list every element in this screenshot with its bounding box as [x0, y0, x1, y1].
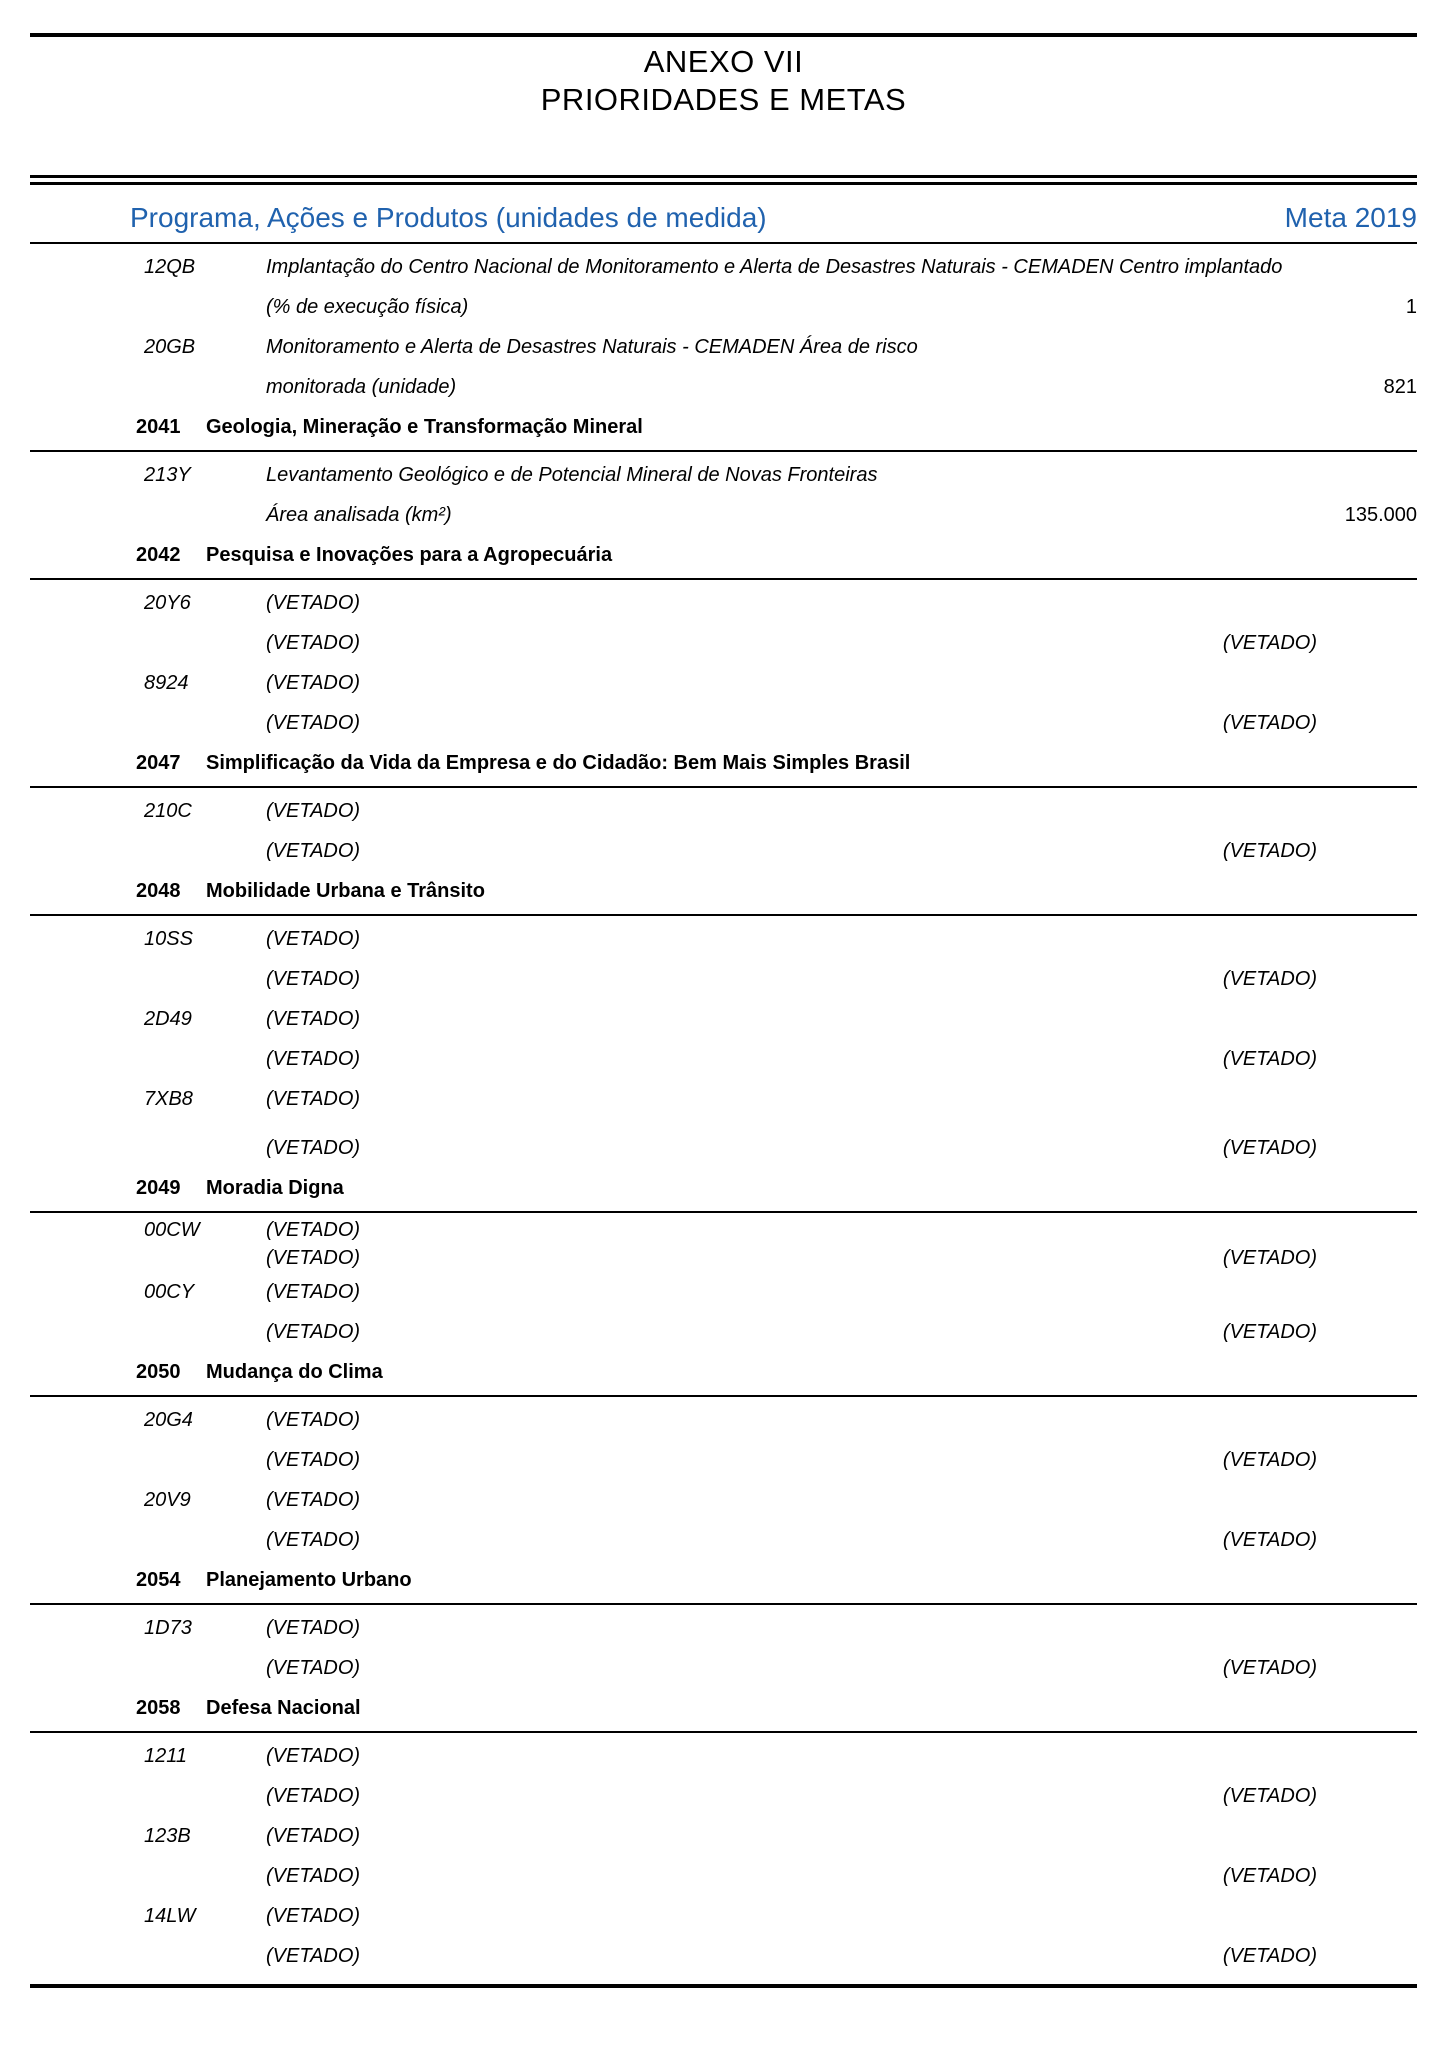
action-description: (VETADO): [266, 1409, 361, 1431]
action-line-1: [30, 1400, 1417, 1440]
action-row: [30, 327, 1417, 407]
program-title: Planejamento Urbano: [206, 1569, 412, 1591]
action-description: (VETADO): [266, 1281, 361, 1303]
action-product: (VETADO): [266, 1785, 361, 1807]
page-subtitle: PRIORIDADES E METAS: [540, 82, 907, 117]
program-title: Defesa Nacional: [206, 1697, 361, 1719]
bottom-rule: [30, 1984, 1417, 1988]
action-row: [30, 1816, 1417, 1896]
action-row: [30, 999, 1417, 1079]
action-line-1: [30, 1216, 1417, 1244]
action-description: (VETADO): [266, 1008, 361, 1030]
action-line-1: [30, 1079, 1417, 1119]
program-row: [30, 1168, 1417, 1208]
program-code: 2049: [136, 1177, 181, 1199]
action-line-1: [30, 1736, 1417, 1776]
meta-value: (VETADO): [1222, 1449, 1317, 1471]
action-line-1: [30, 1608, 1417, 1648]
action-code: 20GB: [144, 336, 196, 358]
action-row: [30, 1736, 1417, 1816]
action-line-2: [30, 1520, 1417, 1560]
action-product: (VETADO): [266, 712, 361, 734]
section-divider: [30, 1395, 1417, 1397]
action-line-1: [30, 455, 1417, 495]
action-code: 8924: [144, 672, 189, 694]
section-divider: [30, 450, 1417, 452]
section-divider: [30, 1603, 1417, 1605]
action-code: 7XB8: [144, 1088, 193, 1110]
action-description: (VETADO): [266, 1825, 361, 1847]
action-code: 210C: [144, 800, 192, 822]
action-code: 2D49: [144, 1008, 192, 1030]
action-row: [30, 1608, 1417, 1688]
code-column-spacer: [30, 287, 266, 327]
meta-value: (VETADO): [1222, 1321, 1317, 1343]
action-line-2: [30, 1128, 1417, 1168]
action-row: [30, 1896, 1417, 1976]
action-row: [30, 1216, 1417, 1272]
meta-value: (VETADO): [1222, 968, 1317, 990]
action-line-1: [30, 327, 1417, 367]
action-code: 20V9: [144, 1489, 191, 1511]
action-code: 1D73: [144, 1617, 192, 1639]
meta-value: (VETADO): [1222, 1865, 1317, 1887]
table-header: [30, 197, 1417, 239]
action-line-1: [30, 663, 1417, 703]
action-description: (VETADO): [266, 1617, 361, 1639]
action-line-2: [30, 623, 1417, 663]
action-code: 20Y6: [144, 592, 191, 614]
meta-value: (VETADO): [1222, 1945, 1317, 1967]
action-description: (VETADO): [266, 1489, 361, 1511]
action-product: (VETADO): [266, 1945, 361, 1967]
action-row: [30, 455, 1417, 535]
program-row: [30, 743, 1417, 783]
action-line-2: [30, 495, 1417, 535]
code-column-spacer: [30, 1856, 266, 1896]
action-code: 00CY: [144, 1281, 195, 1303]
action-code: 10SS: [144, 928, 193, 950]
header-divider: [30, 242, 1417, 244]
program-row: [30, 1352, 1417, 1392]
program-row: [30, 1688, 1417, 1728]
code-column-spacer: [30, 1312, 266, 1352]
action-product: (VETADO): [266, 632, 361, 654]
action-line-2: [30, 831, 1417, 871]
action-line-1: [30, 247, 1417, 287]
meta-value: (VETADO): [1222, 1657, 1317, 1679]
action-line-2: [30, 367, 1417, 407]
action-description: (VETADO): [266, 592, 361, 614]
action-description: Levantamento Geológico e de Potencial Mineral de Novas Fronteiras: [266, 464, 878, 486]
action-code: 1211: [144, 1745, 188, 1767]
title-block: [30, 43, 1417, 119]
action-code: 213Y: [144, 464, 191, 486]
table-header-right: Meta 2019: [1284, 202, 1417, 233]
action-description: (VETADO): [266, 672, 361, 694]
action-product: (VETADO): [266, 1865, 361, 1887]
code-column-spacer: [30, 1648, 266, 1688]
program-title: Mudança do Clima: [206, 1361, 383, 1383]
action-line-1: [30, 1480, 1417, 1520]
action-line-2: [30, 1312, 1417, 1352]
action-product: (VETADO): [266, 1449, 361, 1471]
meta-value: (VETADO): [1222, 1048, 1317, 1070]
program-code: 2048: [136, 880, 181, 902]
code-column-spacer: [30, 1936, 266, 1976]
action-row: [30, 247, 1417, 327]
action-product: Área analisada (km²): [266, 504, 452, 526]
action-line-2: [30, 1776, 1417, 1816]
action-code: 12QB: [144, 256, 196, 278]
code-column-spacer: [30, 1776, 266, 1816]
action-line-1: [30, 1816, 1417, 1856]
action-product: (VETADO): [266, 1137, 361, 1159]
meta-value: (VETADO): [1222, 840, 1317, 862]
meta-value: (VETADO): [1222, 1785, 1317, 1807]
program-code: 2050: [136, 1361, 181, 1383]
action-row: [30, 583, 1417, 663]
action-description: (VETADO): [266, 1219, 361, 1241]
action-code: 20G4: [144, 1409, 193, 1431]
code-column-spacer: [30, 367, 266, 407]
action-row: [30, 1400, 1417, 1480]
action-product: (VETADO): [266, 968, 361, 990]
action-line-1: [30, 583, 1417, 623]
document-page: [0, 33, 1448, 1988]
action-description: Implantação do Centro Nacional de Monitoramento e Alerta de Desastres Naturais - CEMADEN Centro implantado: [266, 256, 1283, 278]
action-product: (VETADO): [266, 1657, 361, 1679]
action-product: (VETADO): [266, 1048, 361, 1070]
action-description: (VETADO): [266, 800, 361, 822]
action-row: [30, 791, 1417, 871]
program-row: [30, 407, 1417, 447]
action-description: Monitoramento e Alerta de Desastres Naturais - CEMADEN Área de risco: [266, 336, 918, 358]
top-rule: [30, 33, 1417, 37]
code-column-spacer: [30, 1128, 266, 1168]
section-divider: [30, 786, 1417, 788]
code-column-spacer: [30, 959, 266, 999]
action-line-2: [30, 1648, 1417, 1688]
action-line-2: [30, 1936, 1417, 1976]
action-row: [30, 663, 1417, 743]
action-line-1: [30, 999, 1417, 1039]
program-title: Simplificação da Vida da Empresa e do Cidadão: Bem Mais Simples Brasil: [206, 752, 911, 774]
action-description: (VETADO): [266, 928, 361, 950]
program-row: [30, 535, 1417, 575]
meta-value: 821: [1383, 376, 1417, 398]
program-title: Moradia Digna: [206, 1177, 344, 1199]
action-code: 123B: [144, 1825, 191, 1847]
code-column-spacer: [30, 1039, 266, 1079]
action-line-1: [30, 1272, 1417, 1312]
program-row: [30, 871, 1417, 911]
action-product: (VETADO): [266, 1529, 361, 1551]
meta-value: 1: [1405, 296, 1417, 318]
program-title: Geologia, Mineração e Transformação Mineral: [206, 416, 643, 438]
section-divider: [30, 1211, 1417, 1213]
action-product: (% de execução física): [266, 296, 469, 318]
action-description: (VETADO): [266, 1905, 361, 1927]
section-divider: [30, 914, 1417, 916]
code-column-spacer: [30, 1440, 266, 1480]
code-column-spacer: [30, 1244, 266, 1272]
action-description: (VETADO): [266, 1088, 361, 1110]
action-row: [30, 1480, 1417, 1560]
meta-value: (VETADO): [1222, 632, 1317, 654]
action-line-2: [30, 959, 1417, 999]
page-title: ANEXO VII: [643, 44, 804, 79]
action-line-2: [30, 1039, 1417, 1079]
action-product: (VETADO): [266, 1247, 361, 1269]
action-line-1: [30, 919, 1417, 959]
action-code: 00CW: [144, 1219, 200, 1241]
program-title: Mobilidade Urbana e Trânsito: [206, 880, 485, 902]
action-line-2: [30, 1856, 1417, 1896]
double-rule: [30, 175, 1417, 185]
meta-value: 135.000: [1344, 504, 1417, 526]
code-column-spacer: [30, 495, 266, 535]
program-title: Pesquisa e Inovações para a Agropecuária: [206, 544, 613, 566]
meta-value: (VETADO): [1222, 1137, 1317, 1159]
action-line-2: [30, 287, 1417, 327]
code-column-spacer: [30, 831, 266, 871]
section-divider: [30, 1731, 1417, 1733]
program-code: 2047: [136, 752, 181, 774]
section-divider: [30, 578, 1417, 580]
table-header-left: Programa, Ações e Produtos (unidades de medida): [130, 202, 767, 233]
program-row: [30, 1560, 1417, 1600]
action-line-2: [30, 1440, 1417, 1480]
action-line-2: [30, 703, 1417, 743]
action-line-1: [30, 1896, 1417, 1936]
meta-value: (VETADO): [1222, 1529, 1317, 1551]
table-body: [30, 247, 1417, 1976]
code-column-spacer: [30, 703, 266, 743]
action-line-1: [30, 791, 1417, 831]
action-row: [30, 1079, 1417, 1168]
action-row: [30, 1272, 1417, 1352]
action-row: [30, 919, 1417, 999]
action-code: 14LW: [144, 1905, 196, 1927]
code-column-spacer: [30, 1520, 266, 1560]
action-product: monitorada (unidade): [266, 376, 457, 398]
code-column-spacer: [30, 623, 266, 663]
meta-value: (VETADO): [1222, 1247, 1317, 1269]
meta-value: (VETADO): [1222, 712, 1317, 734]
program-code: 2042: [136, 544, 181, 566]
program-code: 2058: [136, 1697, 181, 1719]
action-description: (VETADO): [266, 1745, 361, 1767]
action-line-2: [30, 1244, 1417, 1272]
program-code: 2054: [136, 1569, 181, 1591]
program-code: 2041: [136, 416, 181, 438]
action-product: (VETADO): [266, 1321, 361, 1343]
action-product: (VETADO): [266, 840, 361, 862]
